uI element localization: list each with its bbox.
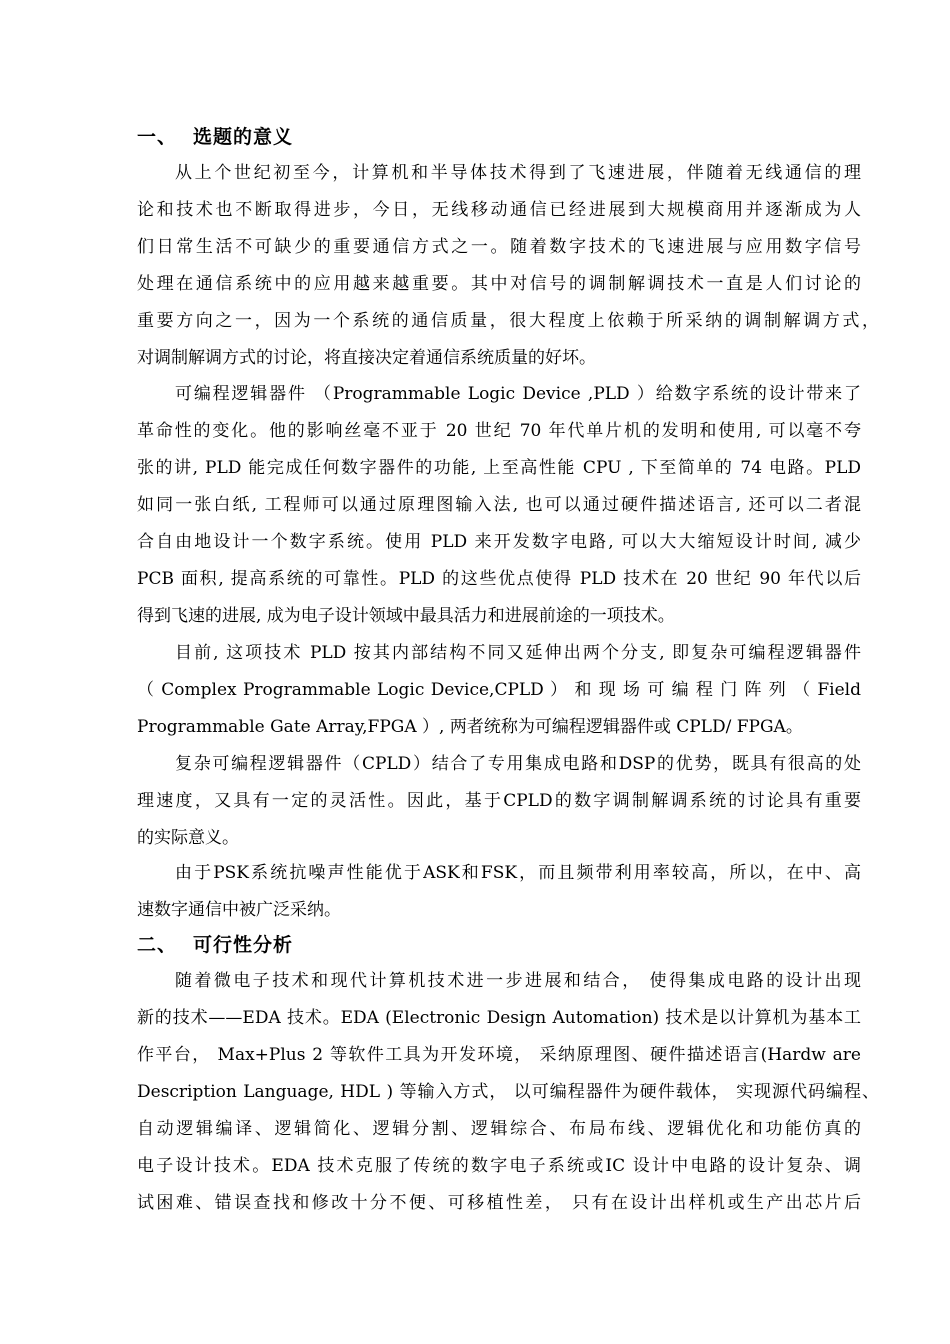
section-title: 选题的意义	[193, 126, 294, 148]
paragraph-line: 由于PSK系统抗噪声性能优于ASK和FSK，而且频带利用率较高，所以，在中、高	[175, 863, 861, 883]
paragraph-line: 理速度，又具有一定的灵活性。因此，基于CPLD的数字调制解调系统的讨论具有重要	[137, 791, 861, 811]
paragraph-line: 革命性的变化。他的影响丝毫不亚于 20 世纪 70 年代单片机的发明和使用, 可以毫不夸	[137, 421, 861, 441]
paragraph-line: Programmable Gate Array,FPGA ）, 两者统称为可编程逻辑器件或 CPLD/ FPGA。	[137, 717, 803, 737]
section-title: 可行性分析	[193, 934, 294, 956]
paragraph-line: 对调制解调方式的讨论，将直接决定着通信系统质量的好坏。	[137, 348, 596, 368]
paragraph-line: 们日常生活不可缺少的重要通信方式之一。随着数字技术的飞速进展与应用数字信号	[137, 237, 861, 257]
paragraph-line: 电子设计技术。EDA 技术克服了传统的数字电子系统或IC 设计中电路的设计复杂、调	[137, 1156, 861, 1176]
paragraph-line: 合自由地设计一个数字系统。使用 PLD 来开发数字电路, 可以大大缩短设计时间, 减少	[137, 532, 861, 552]
paragraph-line: 得到飞速的进展, 成为电子设计领域中最具活力和进展前途的一项技术。	[137, 606, 675, 626]
paragraph-line: 论和技术也不断取得进步，今日，无线移动通信已经进展到大规模商用并逐渐成为人	[137, 200, 861, 220]
paragraph-line: PCB 面积, 提高系统的可靠性。PLD 的这些优点使得 PLD 技术在 20 世纪 90 年代以后	[137, 569, 861, 589]
paragraph-line: Description Language, HDL ) 等输入方式， 以可编程器件为硬件载体， 实现源代码编程、	[137, 1082, 879, 1102]
paragraph-line: 可编程逻辑器件 （Programmable Logic Device ,PLD ）给数字系统的设计带来了	[175, 384, 861, 404]
section-heading-1	[137, 124, 293, 150]
paragraph-line: 如同一张白纸, 工程师可以通过原理图输入法, 也可以通过硬件描述语言, 还可以二者混	[137, 495, 861, 515]
section-number: 一、	[137, 126, 178, 148]
section-number: 二、	[137, 934, 178, 956]
paragraph-line: 从上个世纪初至今，计算机和半导体技术得到了飞速进展，伴随着无线通信的理	[175, 163, 861, 183]
paragraph-line: 新的技术——EDA 技术。EDA (Electronic Design Automation) 技术是以计算机为基本工	[137, 1008, 861, 1028]
paragraph-line: 随着微电子技术和现代计算机技术进一步进展和结合， 使得集成电路的设计出现	[175, 971, 861, 991]
paragraph-line: （ Complex Programmable Logic Device,CPLD ） 和 现 场 可 编 程 门 阵 列 （ Field	[137, 680, 861, 700]
paragraph-line: 复杂可编程逻辑器件（CPLD）结合了专用集成电路和DSP的优势，既具有很高的处	[175, 754, 861, 774]
paragraph-line: 张的讲, PLD 能完成任何数字器件的功能, 上至高性能 CPU , 下至简单的 74 电路。PLD	[137, 458, 861, 478]
paragraph-line: 目前, 这项技术 PLD 按其内部结构不同又延伸出两个分支, 即复杂可编程逻辑器件	[175, 643, 861, 663]
paragraph-line: 速数字通信中被广泛采纳。	[137, 900, 341, 920]
paragraph-line: 作平台， Max+Plus 2 等软件工具为开发环境， 采纳原理图、硬件描述语言(Hardw are	[137, 1045, 861, 1065]
paragraph-line: 试困难、错误查找和修改十分不便、可移植性差， 只有在设计出样机或生产出芯片后	[137, 1193, 861, 1213]
paragraph-line: 重要方向之一，因为一个系统的通信质量，很大程度上依赖于所采纳的调制解调方式，	[137, 311, 879, 331]
section-heading-2	[137, 932, 293, 958]
paragraph-line: 处理在通信系统中的应用越来越重要。其中对信号的调制解调技术一直是人们讨论的	[137, 274, 861, 294]
paragraph-line: 的实际意义。	[137, 828, 239, 848]
paragraph-line: 自动逻辑编译、逻辑简化、逻辑分割、逻辑综合、布局布线、逻辑优化和功能仿真的	[137, 1119, 861, 1139]
